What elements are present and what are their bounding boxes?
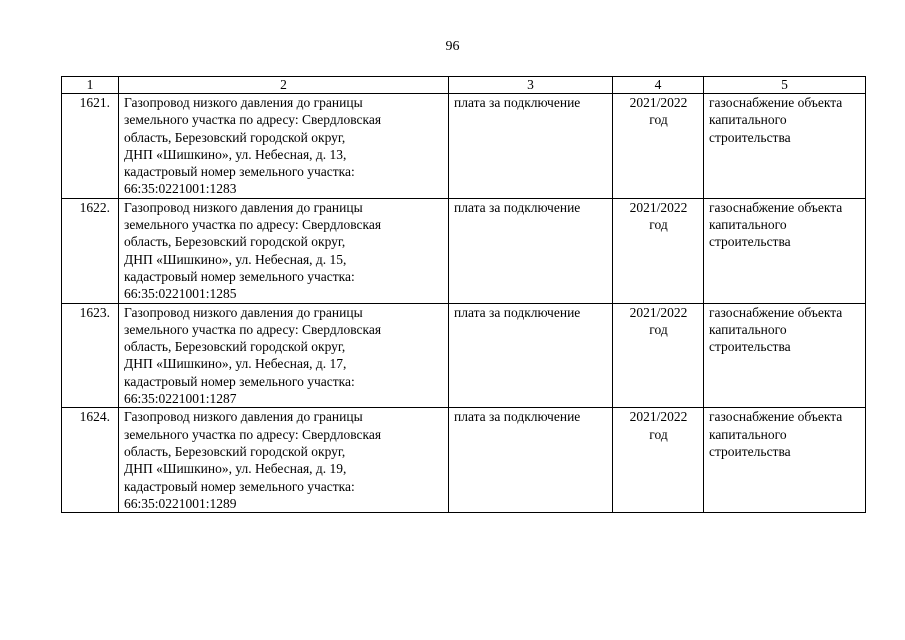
description-line: Газопровод низкого давления до границы <box>124 304 363 320</box>
period <box>613 94 704 199</box>
data-table <box>61 76 866 513</box>
purpose-line: газоснабжение объекта <box>709 95 843 110</box>
purpose-line: капитального <box>709 112 787 128</box>
period <box>613 303 704 408</box>
description-line: 66:35:0221001:1287 <box>124 391 237 407</box>
period-line: год <box>649 321 668 337</box>
table-row <box>62 303 866 408</box>
description-line: земельного участка по адресу: Свердловская <box>124 426 382 442</box>
period-line: год <box>649 426 668 442</box>
purpose-line: строительства <box>709 234 791 250</box>
purpose-line: газоснабжение объекта <box>709 304 843 320</box>
description-line: 66:35:0221001:1289 <box>124 495 237 511</box>
purpose-line: строительства <box>709 339 791 355</box>
row-number: 1621. <box>62 94 119 199</box>
purpose-line: газоснабжение объекта <box>709 199 843 215</box>
description-line: земельного участка по адресу: Свердловская <box>124 217 382 233</box>
table-row <box>62 198 866 303</box>
description-line: Газопровод низкого давления до границы <box>124 409 363 425</box>
purpose <box>704 303 866 408</box>
purpose-line: газоснабжение объекта <box>709 409 843 425</box>
object-description <box>119 303 449 408</box>
description-line: 66:35:0221001:1285 <box>124 286 237 302</box>
column-header-5: 5 <box>704 77 866 94</box>
period-line: 2021/2022 <box>629 409 688 425</box>
description-line: ДНП «Шишкино», ул. Небесная, д. 19, <box>124 461 347 477</box>
column-header-4: 4 <box>613 77 704 94</box>
column-header-2: 2 <box>119 77 449 94</box>
description-line: кадастровый номер земельного участка: <box>124 478 355 494</box>
row-number: 1624. <box>62 408 119 513</box>
purpose <box>704 94 866 199</box>
period-line: 2021/2022 <box>629 304 688 320</box>
purpose-line: строительства <box>709 129 791 145</box>
funding-source: плата за подключение <box>449 303 613 408</box>
description-line: ДНП «Шишкино», ул. Небесная, д. 13, <box>124 146 347 162</box>
description-line: кадастровый номер земельного участка: <box>124 268 355 284</box>
description-line: Газопровод низкого давления до границы <box>124 95 363 110</box>
description-line: кадастровый номер земельного участка: <box>124 164 355 180</box>
description-line: ДНП «Шишкино», ул. Небесная, д. 15, <box>124 251 347 267</box>
description-line: земельного участка по адресу: Свердловская <box>124 112 382 128</box>
page-number: 96 <box>445 39 460 54</box>
period-line: год <box>649 217 668 233</box>
object-description <box>119 94 449 199</box>
table-row <box>62 94 866 199</box>
funding-source: плата за подключение <box>449 198 613 303</box>
table-row <box>62 408 866 513</box>
purpose <box>704 198 866 303</box>
object-description <box>119 408 449 513</box>
funding-source: плата за подключение <box>449 408 613 513</box>
row-number: 1622. <box>62 198 119 303</box>
period <box>613 198 704 303</box>
funding-source: плата за подключение <box>449 94 613 199</box>
object-description <box>119 198 449 303</box>
row-number: 1623. <box>62 303 119 408</box>
period-line: год <box>649 112 668 128</box>
purpose-line: капитального <box>709 321 787 337</box>
purpose-line: строительства <box>709 443 791 459</box>
purpose-line: капитального <box>709 426 787 442</box>
period <box>613 408 704 513</box>
description-line: область, Березовский городской округ, <box>124 339 346 355</box>
description-line: ДНП «Шишкино», ул. Небесная, д. 17, <box>124 356 347 372</box>
description-line: 66:35:0221001:1283 <box>124 181 237 197</box>
column-header-1: 1 <box>62 77 119 94</box>
period-line: 2021/2022 <box>629 199 688 215</box>
description-line: область, Березовский городской округ, <box>124 234 346 250</box>
description-line: земельного участка по адресу: Свердловская <box>124 321 382 337</box>
description-line: область, Березовский городской округ, <box>124 129 346 145</box>
table-header-row <box>62 77 866 94</box>
description-line: область, Березовский городской округ, <box>124 443 346 459</box>
purpose-line: капитального <box>709 217 787 233</box>
description-line: Газопровод низкого давления до границы <box>124 199 363 215</box>
column-header-3: 3 <box>449 77 613 94</box>
description-line: кадастровый номер земельного участка: <box>124 373 355 389</box>
purpose <box>704 408 866 513</box>
period-line: 2021/2022 <box>629 95 688 110</box>
